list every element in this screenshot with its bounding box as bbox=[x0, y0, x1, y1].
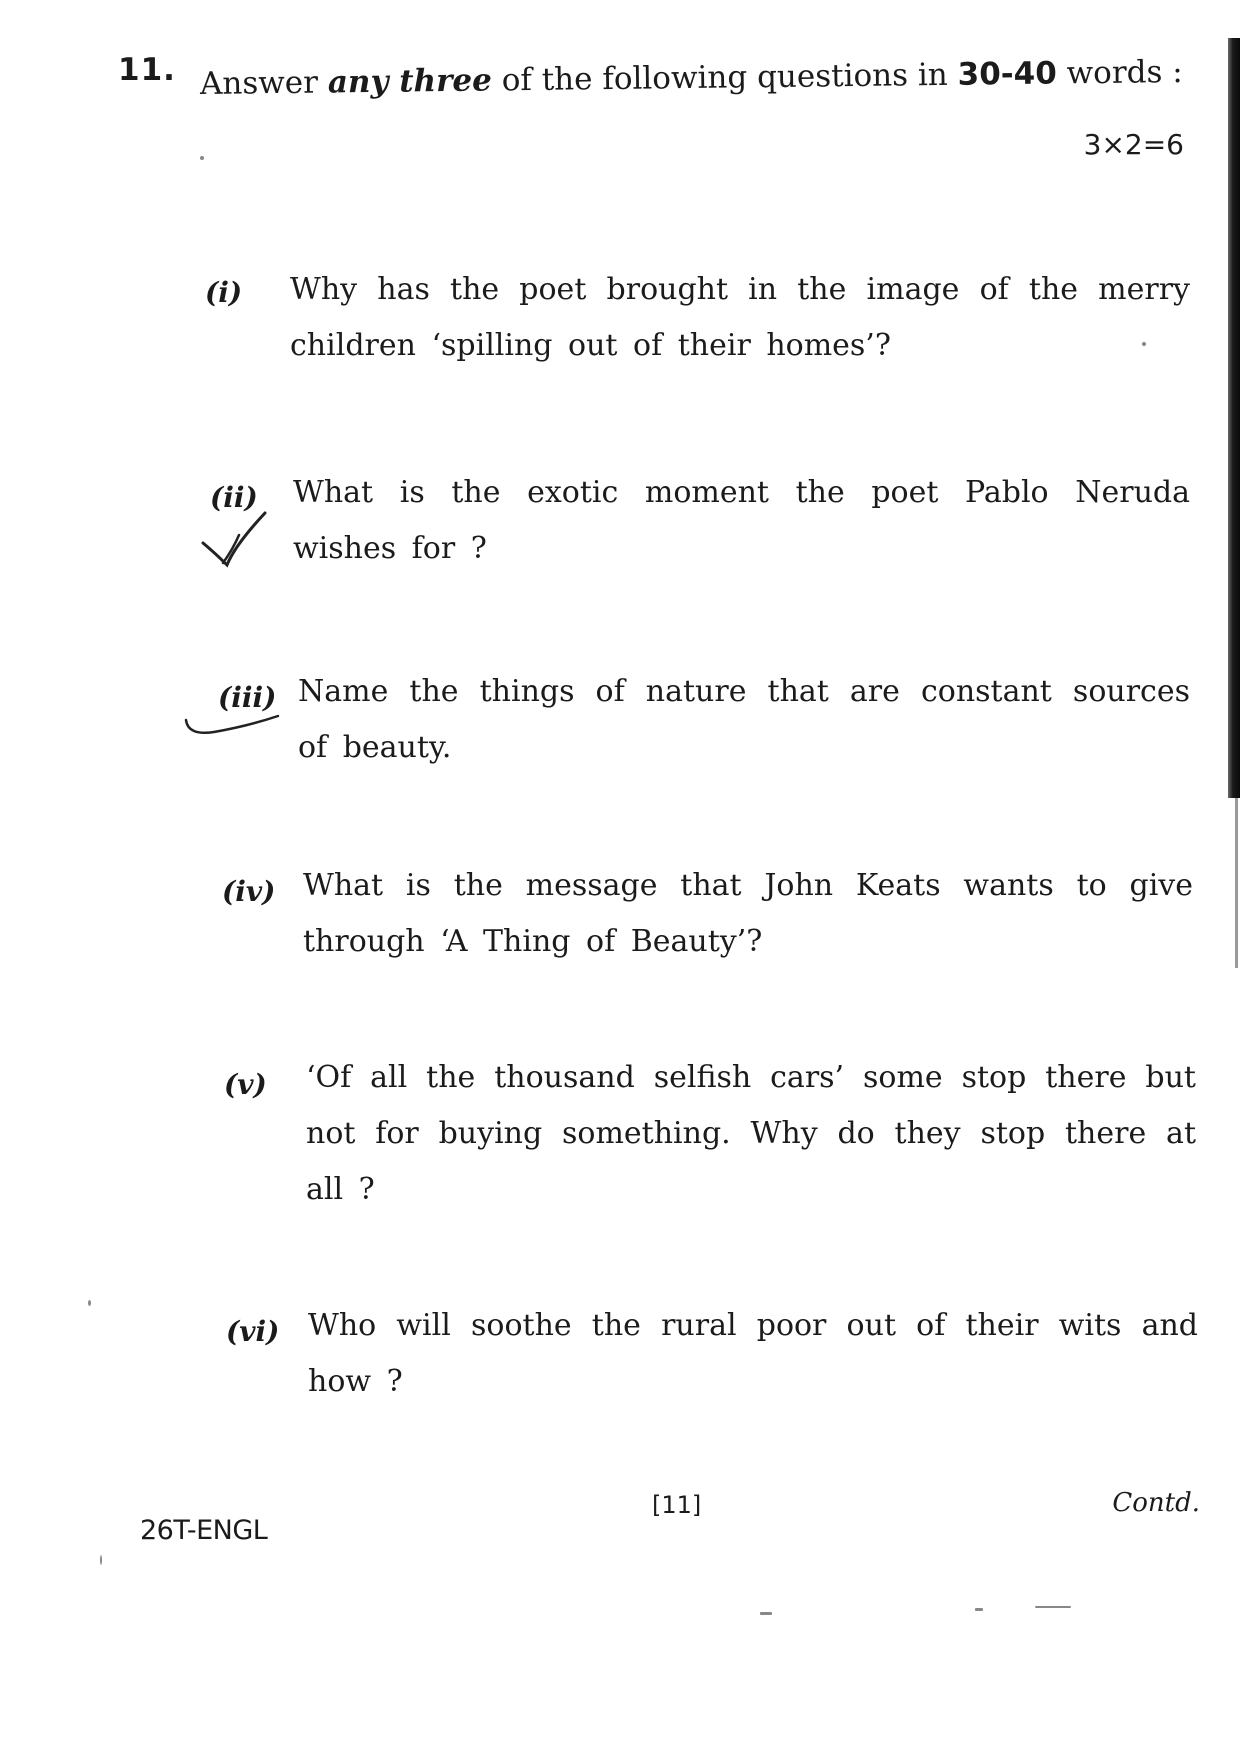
item-label: (vi) bbox=[226, 1315, 280, 1348]
instruction-text: Answer bbox=[199, 64, 329, 102]
item-text: ‘Of all the thousand selfish cars’ some stop there but not for buying something. Why do they stop there at all ? bbox=[306, 1060, 1196, 1207]
continued-note: Contd. bbox=[1112, 1488, 1200, 1518]
scan-speck bbox=[200, 156, 204, 160]
page-number: [11] bbox=[652, 1491, 702, 1519]
scan-speck bbox=[1142, 342, 1146, 346]
instruction-text: of the following questions in bbox=[491, 56, 958, 99]
word-limit: 30-40 bbox=[957, 55, 1057, 93]
tick-mark-icon bbox=[195, 505, 305, 575]
item-text: Name the things of nature that are constant sources of beauty. bbox=[298, 674, 1190, 765]
scan-speck bbox=[100, 1555, 102, 1565]
instruction-text: words : bbox=[1056, 53, 1183, 92]
item-label: (ii) bbox=[210, 481, 258, 514]
scan-edge-shadow bbox=[1228, 38, 1240, 798]
scan-edge-shadow-lower bbox=[1235, 798, 1238, 968]
item-label: (iv) bbox=[222, 875, 276, 908]
scan-speck bbox=[975, 1608, 983, 1611]
item-text: What is the exotic moment the poet Pablo Neruda wishes for ? bbox=[293, 475, 1190, 566]
item-text: Why has the poet brought in the image of the merry children ‘spilling out of their homes’? bbox=[290, 272, 1190, 363]
paper-code: 26T-ENGL bbox=[140, 1515, 268, 1546]
item-text: What is the message that John Keats wants to give through ‘A Thing of Beauty’? bbox=[303, 868, 1193, 959]
question-number: 11. bbox=[118, 52, 176, 88]
scan-speck bbox=[760, 1612, 772, 1615]
instruction-emphasis: any three bbox=[327, 62, 493, 101]
item-text: Who will soothe the rural poor out of their wits and how ? bbox=[308, 1308, 1198, 1399]
scan-speck bbox=[1035, 1606, 1071, 1608]
marks-allocation: 3×2=6 bbox=[1083, 128, 1184, 161]
scan-speck bbox=[88, 1300, 91, 1306]
item-label: (i) bbox=[205, 276, 243, 309]
item-label: (v) bbox=[224, 1068, 267, 1101]
question-instruction bbox=[200, 54, 1183, 102]
item-label: (iii) bbox=[218, 681, 277, 714]
